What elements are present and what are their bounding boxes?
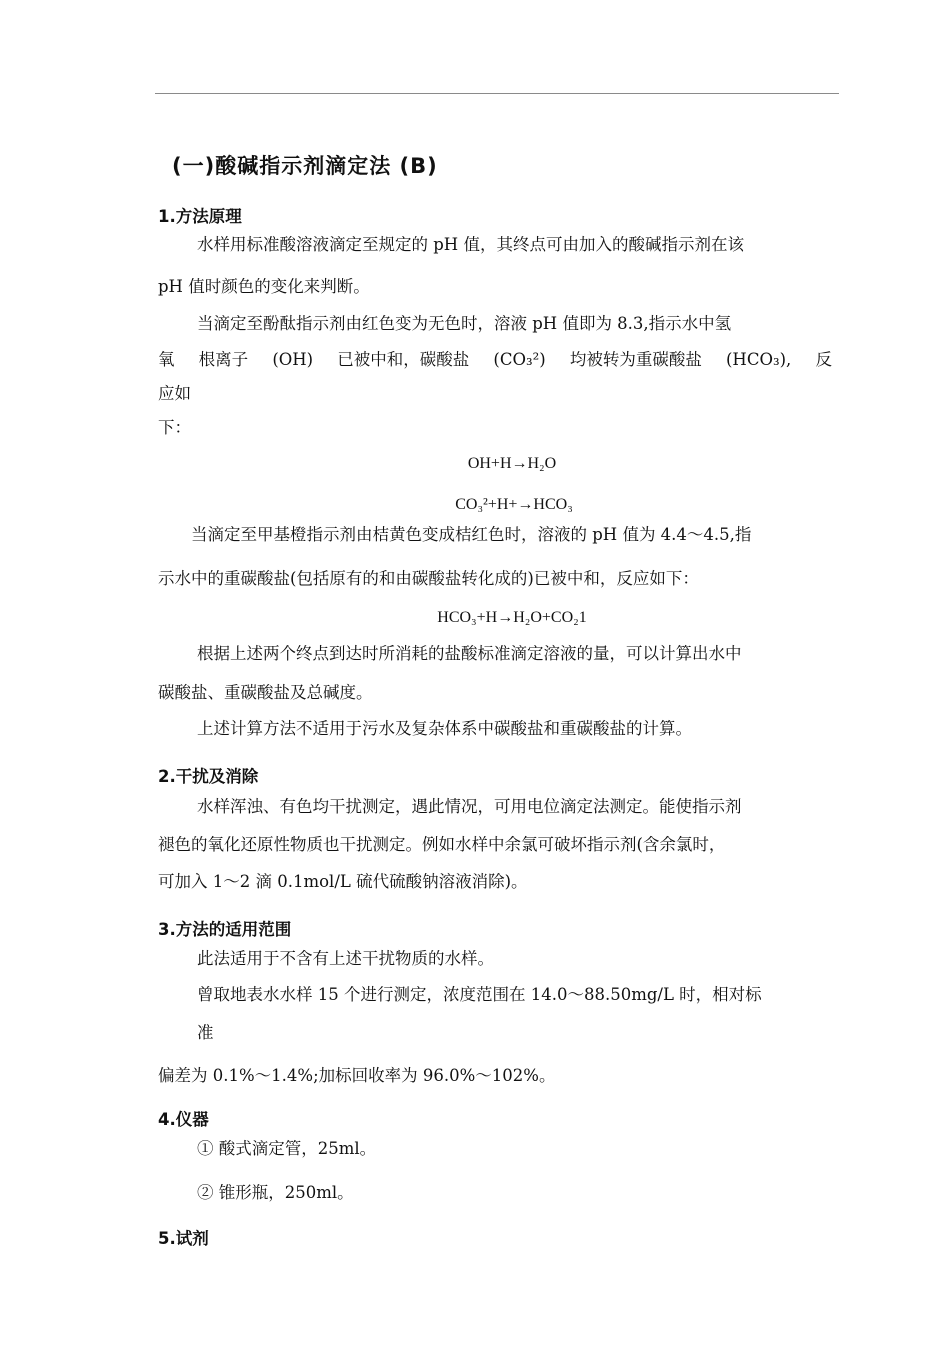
section-heading-reagents: 5.试剂 xyxy=(158,1229,209,1248)
paragraph-line: 偏差为 0.1%～1.4%;加标回收率为 96.0%～102%。 xyxy=(158,1066,556,1085)
paragraph-line: 准 xyxy=(197,1023,214,1042)
paragraph-line: 褪色的氧化还原性物质也干扰测定。例如水样中余氯可破坏指示剂(含余氯时， xyxy=(158,835,726,854)
paragraph-line: 碳酸盐、重碳酸盐及总碱度。 xyxy=(158,683,373,702)
paragraph-line: 水样用标准酸溶液滴定至规定的 pH 值，其终点可由加入的酸碱指示剂在该 xyxy=(197,235,744,254)
paragraph-line: 此法适用于不含有上述干扰物质的水样。 xyxy=(197,949,494,968)
paragraph-line: pH 值时颜色的变化来判断。 xyxy=(158,277,370,296)
text-fragment: (CO₃²) xyxy=(493,350,546,369)
paragraph-line: 根据上述两个终点到达时所消耗的盐酸标准滴定溶液的量，可以计算出水中 xyxy=(197,644,742,663)
equation: CO₃²+H+→HCO₃ xyxy=(455,496,573,513)
section-heading-apparatus: 4.仪器 xyxy=(158,1110,209,1129)
paragraph-line: 下： xyxy=(158,418,191,437)
section-heading-scope: 3.方法的适用范围 xyxy=(158,920,292,939)
text-fragment: 反 xyxy=(815,350,832,369)
paragraph-line: 上述计算方法不适用于污水及复杂体系中碳酸盐和重碳酸盐的计算。 xyxy=(197,719,692,738)
paragraph-line: 水样浑浊、有色均干扰测定，遇此情况，可用电位滴定法测定。能使指示剂 xyxy=(197,797,742,816)
header-rule xyxy=(155,93,839,94)
text-fragment: 氧 xyxy=(158,350,175,369)
text-fragment: 均被转为重碳酸盐 xyxy=(569,350,702,369)
text-fragment: 根离子 xyxy=(198,350,249,369)
paragraph-line: 示水中的重碳酸盐(包括原有的和由碳酸盐转化成的)已被中和，反应如下： xyxy=(158,569,699,588)
list-item: ② 锥形瓶，250ml。 xyxy=(197,1183,354,1202)
section-heading-principle: 1.方法原理 xyxy=(158,207,242,226)
text-fragment: (HCO₃), xyxy=(726,350,792,369)
equation: OH+H→H₂O xyxy=(467,455,557,472)
list-item: ① 酸式滴定管，25ml。 xyxy=(197,1139,377,1158)
text-fragment: 已被中和，碳酸盐 xyxy=(337,350,470,369)
paragraph-line-justified xyxy=(158,349,832,371)
text-fragment: (OH) xyxy=(272,350,314,369)
equation: HCO₃+H→H₂O+CO₂1 xyxy=(437,609,587,626)
section-heading-interference: 2.干扰及消除 xyxy=(158,767,259,786)
page-title: (一)酸碱指示剂滴定法 (B) xyxy=(172,154,438,178)
paragraph-line: 曾取地表水水样 15 个进行测定，浓度范围在 14.0～88.50mg/L 时，相对标 xyxy=(197,985,762,1004)
paragraph-line: 应如 xyxy=(158,384,191,403)
paragraph-line: 可加入 1～2 滴 0.1mol/L 硫代硫酸钠溶液消除)。 xyxy=(158,872,528,891)
paragraph-line: 当滴定至甲基橙指示剂由桔黄色变成桔红色时，溶液的 pH 值为 4.4～4.5,指 xyxy=(191,525,752,544)
paragraph-line: 当滴定至酚酞指示剂由红色变为无色时，溶液 pH 值即为 8.3,指示水中氢 xyxy=(197,314,732,333)
